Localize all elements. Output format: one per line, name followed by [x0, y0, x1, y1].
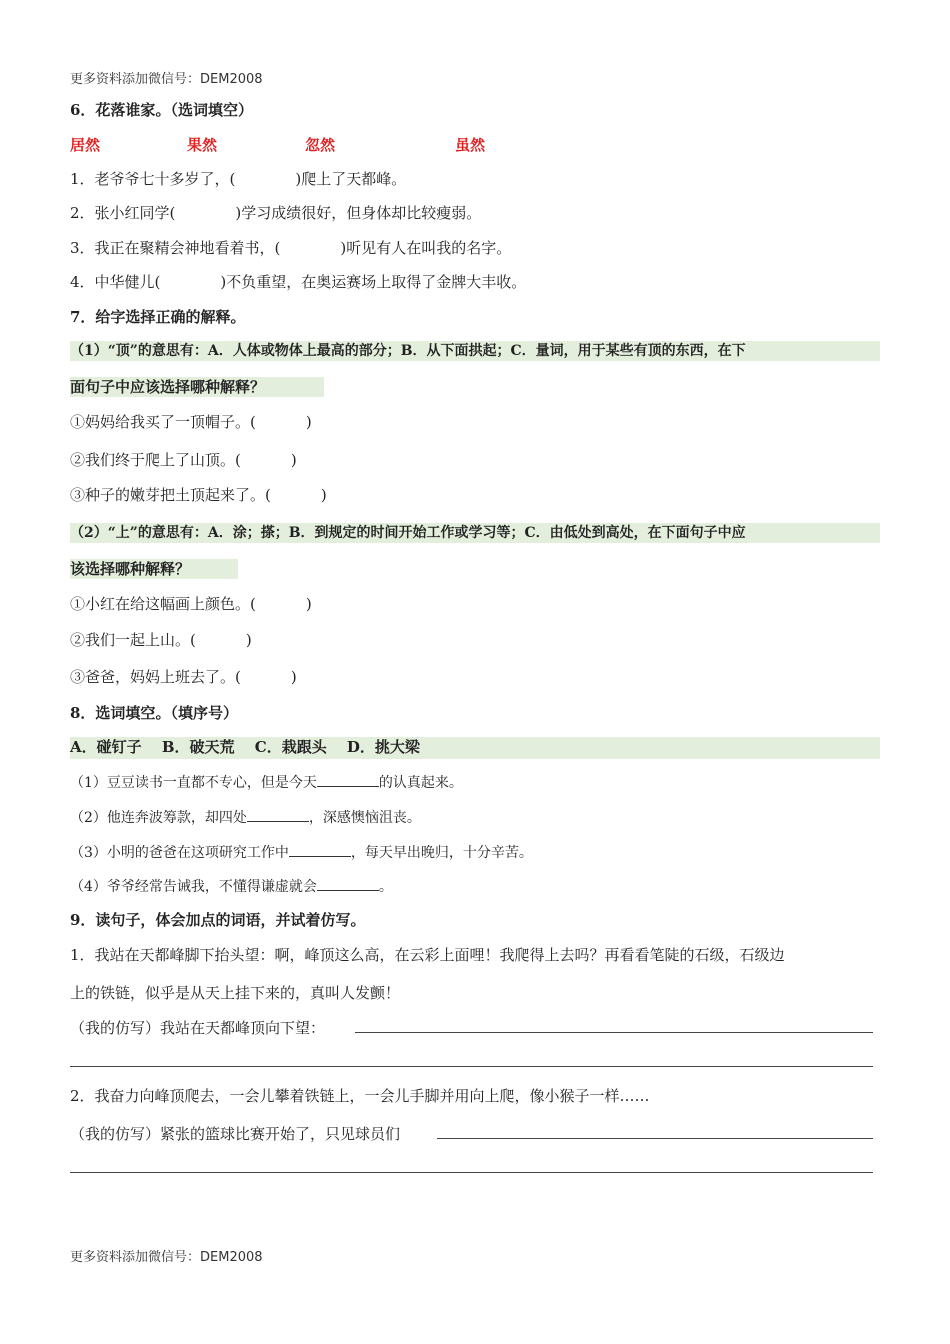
q9-imitate1-label: （我的仿写）我站在天都峰顶向下望：	[70, 1019, 326, 1037]
q8-title: 8．选词填空。（填序号）	[70, 704, 238, 722]
q7-part2-line1: （2）“上”的意思有：A．涂；搽；B．到规定的时间开始工作或学习等；C．由低处到高处，在下面句子中应	[70, 523, 880, 543]
q7-part1-item-2: ②我们终于爬上了山顶。( )	[70, 451, 297, 469]
q7-part1-item-1: ①妈妈给我买了一顶帽子。( )	[70, 413, 312, 431]
q7-part2-item-2: ②我们一起上山。( )	[70, 631, 252, 649]
q9-imitate2-label: （我的仿写）紧张的篮球比赛开始了，只见球员们	[70, 1125, 401, 1143]
q6-option-1: 居然	[70, 136, 101, 154]
footer-text: 更多资料添加微信号：DEM2008	[70, 1250, 263, 1265]
q9-answer-line-4[interactable]	[70, 1172, 873, 1173]
q6-title: 6．花落谁家。（选词填空）	[70, 101, 253, 119]
q6-item-2: 2．张小红同学( )学习成绩很好，但身体却比较瘦弱。	[70, 204, 482, 222]
header-text: 更多资料添加微信号：DEM2008	[70, 72, 263, 87]
q6-option-3: 忽然	[305, 136, 336, 154]
q7-title: 7．给字选择正确的解释。	[70, 308, 246, 326]
q9-answer-line-2[interactable]	[70, 1066, 873, 1067]
q7-part1-line1: （1）“顶”的意思有：A．人体或物体上最高的部分；B．从下面拱起；C．量词，用于某些有顶的东西，在下	[70, 341, 880, 361]
q7-part2-line2: 该选择哪种解释？	[70, 559, 238, 579]
q6-option-2: 果然	[187, 136, 218, 154]
q9-sentence1-line1: 1．我站在天都峰脚下抬头望：啊，峰顶这么高，在云彩上面哩！我爬得上去吗？再看看笔陡的石级，石级边	[70, 946, 785, 964]
q7-part1-item-3: ③种子的嫩芽把土顶起来了。( )	[70, 486, 327, 504]
q9-answer-line-1[interactable]	[355, 1032, 873, 1033]
q9-answer-line-3[interactable]	[437, 1138, 873, 1139]
q6-option-4: 虽然	[455, 136, 486, 154]
q7-part2-item-3: ③爸爸，妈妈上班去了。( )	[70, 668, 297, 686]
q6-item-4: 4．中华健儿( )不负重望，在奥运赛场上取得了金牌大丰收。	[70, 273, 527, 291]
q8-item-2: （2）他连奔波筹款，却四处 ，深感懊恼沮丧。	[70, 807, 421, 828]
q8-item-1: （1）豆豆读书一直都不专心，但是今天 的认真起来。	[70, 772, 463, 793]
q6-item-1: 1．老爷爷七十多岁了，( )爬上了天都峰。	[70, 170, 407, 188]
q9-sentence1-line2: 上的铁链，似乎是从天上挂下来的，真叫人发颤！	[70, 984, 401, 1002]
q7-part1-line2: 面句子中应该选择哪种解释？	[70, 377, 324, 397]
q9-sentence2-line1: 2．我奋力向峰顶爬去，一会儿攀着铁链上，一会儿手脚并用向上爬，像小猴子一样……	[70, 1087, 650, 1105]
q8-item-3: （3）小明的爸爸在这项研究工作中 ，每天早出晚归，十分辛苦。	[70, 842, 533, 863]
q8-options: A．碰钉子 B．破天荒 C．栽跟头 D．挑大梁	[70, 737, 880, 759]
q6-item-3: 3．我正在聚精会神地看着书，( )听见有人在叫我的名字。	[70, 239, 512, 257]
q9-title: 9．读句子，体会加点的词语，并试着仿写。	[70, 911, 366, 929]
q7-part2-item-1: ①小红在给这幅画上颜色。( )	[70, 595, 312, 613]
q8-item-4: （4）爷爷经常告诫我，不懂得谦虚就会 。	[70, 876, 393, 897]
